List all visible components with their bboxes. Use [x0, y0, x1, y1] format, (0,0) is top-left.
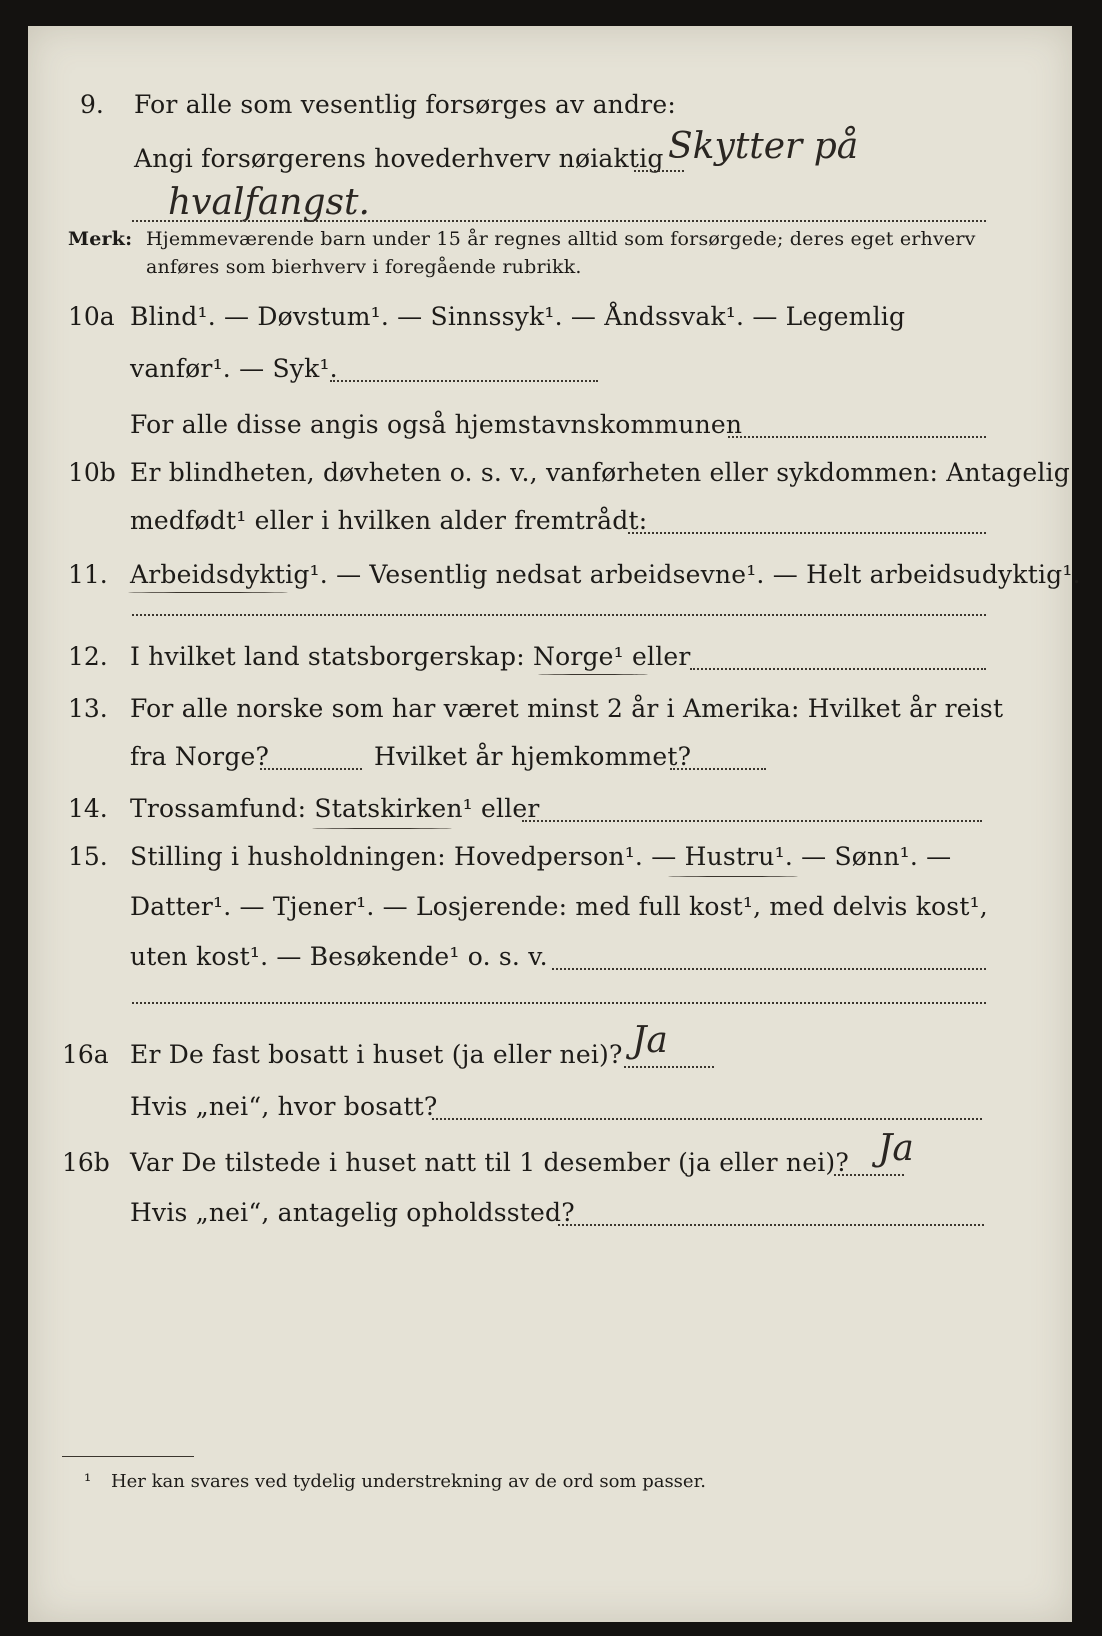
dotted-line — [834, 1174, 904, 1176]
dotted-line — [330, 380, 598, 382]
handwritten-answer: Ja — [632, 1020, 668, 1061]
dotted-line — [624, 1066, 714, 1068]
dotted-line — [690, 668, 986, 670]
answer-underline — [128, 592, 288, 593]
question-text: Angi forsørgerens hovederhverv nøiaktig — [134, 144, 664, 173]
question-14 — [28, 790, 1072, 828]
dotted-line — [670, 768, 766, 770]
question-11 — [28, 556, 1081, 594]
question-text: medfødt¹ eller i hvilken alder fremtrådt: — [130, 506, 648, 535]
question-16a — [28, 1036, 1072, 1074]
question-text: Er blindheten, døvheten o. s. v., vanførheten eller sykdommen: Antagelig — [130, 458, 1070, 487]
dotted-line — [558, 1224, 984, 1226]
question-text: Trossamfund: Statskirken¹ eller — [130, 794, 540, 823]
question-10a — [28, 298, 1072, 336]
question-number: 10a — [68, 302, 115, 331]
question-9-line2 — [28, 140, 1072, 178]
note-label: Merk: — [68, 228, 133, 250]
question-text: uten kost¹. — Besøkende¹ o. s. v. — [130, 942, 548, 971]
handwritten-answer: hvalfangst. — [168, 182, 370, 223]
question-13 — [28, 690, 1072, 728]
dotted-line — [522, 820, 982, 822]
question-12 — [28, 638, 1072, 676]
answer-underline — [668, 876, 798, 877]
question-10b — [28, 454, 1072, 492]
question-text: Hvis „nei“, antagelig opholdssted? — [130, 1198, 575, 1227]
question-text: I hvilket land statsborgerskap: Norge¹ eller — [130, 642, 691, 671]
dotted-line — [432, 1118, 982, 1120]
question-text: Stilling i husholdningen: Hovedperson¹. — Hustru¹. — Sønn¹. — — [130, 842, 952, 871]
dotted-line — [132, 1002, 986, 1004]
note-text: anføres som bierhverv i foregående rubrikk. — [146, 256, 582, 278]
question-16b — [28, 1144, 1072, 1182]
question-text: fra Norge? — [130, 742, 270, 771]
question-9 — [28, 86, 1072, 124]
question-16a-line2 — [28, 1088, 1072, 1126]
dotted-line — [628, 532, 986, 534]
dotted-line — [728, 436, 986, 438]
question-number: 11. — [68, 560, 108, 589]
question-15-line3 — [28, 938, 1072, 976]
answer-underline — [538, 674, 648, 675]
question-number: 10b — [68, 458, 116, 487]
question-10a-line2 — [28, 350, 1072, 388]
question-number: 16a — [62, 1040, 109, 1069]
question-number: 9. — [80, 90, 104, 119]
dotted-line — [132, 220, 986, 222]
footnote — [84, 1468, 706, 1496]
question-text: Hvis „nei“, hvor bosatt? — [130, 1092, 438, 1121]
question-text: Blind¹. — Døvstum¹. — Sinnssyk¹. — Åndssvak¹. — Legemlig — [130, 302, 906, 331]
census-form-page — [28, 26, 1081, 1622]
footnote-rule — [62, 1456, 194, 1457]
question-text: For alle norske som har været minst 2 år i Amerika: Hvilket år reist — [130, 694, 1004, 723]
question-number: 16b — [62, 1148, 110, 1177]
question-text: Arbeidsdyktig¹. — Vesentlig nedsat arbeidsevne¹. — Helt arbeidsudyktig¹. — [130, 560, 1081, 589]
question-number: 15. — [68, 842, 108, 871]
question-text: For alle som vesentlig forsørges av andre: — [134, 90, 676, 119]
question-15 — [28, 838, 1072, 876]
question-number: 14. — [68, 794, 108, 823]
note-section — [28, 224, 1072, 284]
note-text: Hjemmeværende barn under 15 år regnes alltid som forsørgede; deres eget erhverv — [146, 228, 976, 250]
question-13-line2 — [28, 738, 1072, 776]
question-text: Var De tilstede i huset natt til 1 desember (ja eller nei)? — [130, 1148, 849, 1177]
handwritten-answer: Ja — [878, 1128, 914, 1169]
question-number: 13. — [68, 694, 108, 723]
footnote-text: Her kan svares ved tydelig understrekning av de ord som passer. — [110, 1471, 706, 1492]
dotted-line — [132, 614, 986, 616]
question-10b-line2 — [28, 502, 1072, 540]
dotted-line — [634, 170, 684, 172]
handwritten-answer: Skytter på — [668, 126, 859, 167]
dotted-line — [552, 968, 986, 970]
answer-underline — [312, 828, 452, 829]
question-text: Datter¹. — Tjener¹. — Losjerende: med full kost¹, med delvis kost¹, — [130, 892, 988, 921]
question-15-line2 — [28, 888, 1072, 926]
question-number: 12. — [68, 642, 108, 671]
question-10a-line3 — [28, 406, 1072, 444]
question-text: For alle disse angis også hjemstavnskommunen — [130, 410, 743, 439]
question-text: vanfør¹. — Syk¹. — [130, 354, 338, 383]
question-text: Hvilket år hjemkommet? — [374, 742, 692, 771]
question-text: Er De fast bosatt i huset (ja eller nei)? — [130, 1040, 623, 1069]
footnote-mark: ¹ — [84, 1471, 92, 1492]
question-16b-line2 — [28, 1194, 1072, 1232]
dotted-line — [260, 768, 362, 770]
